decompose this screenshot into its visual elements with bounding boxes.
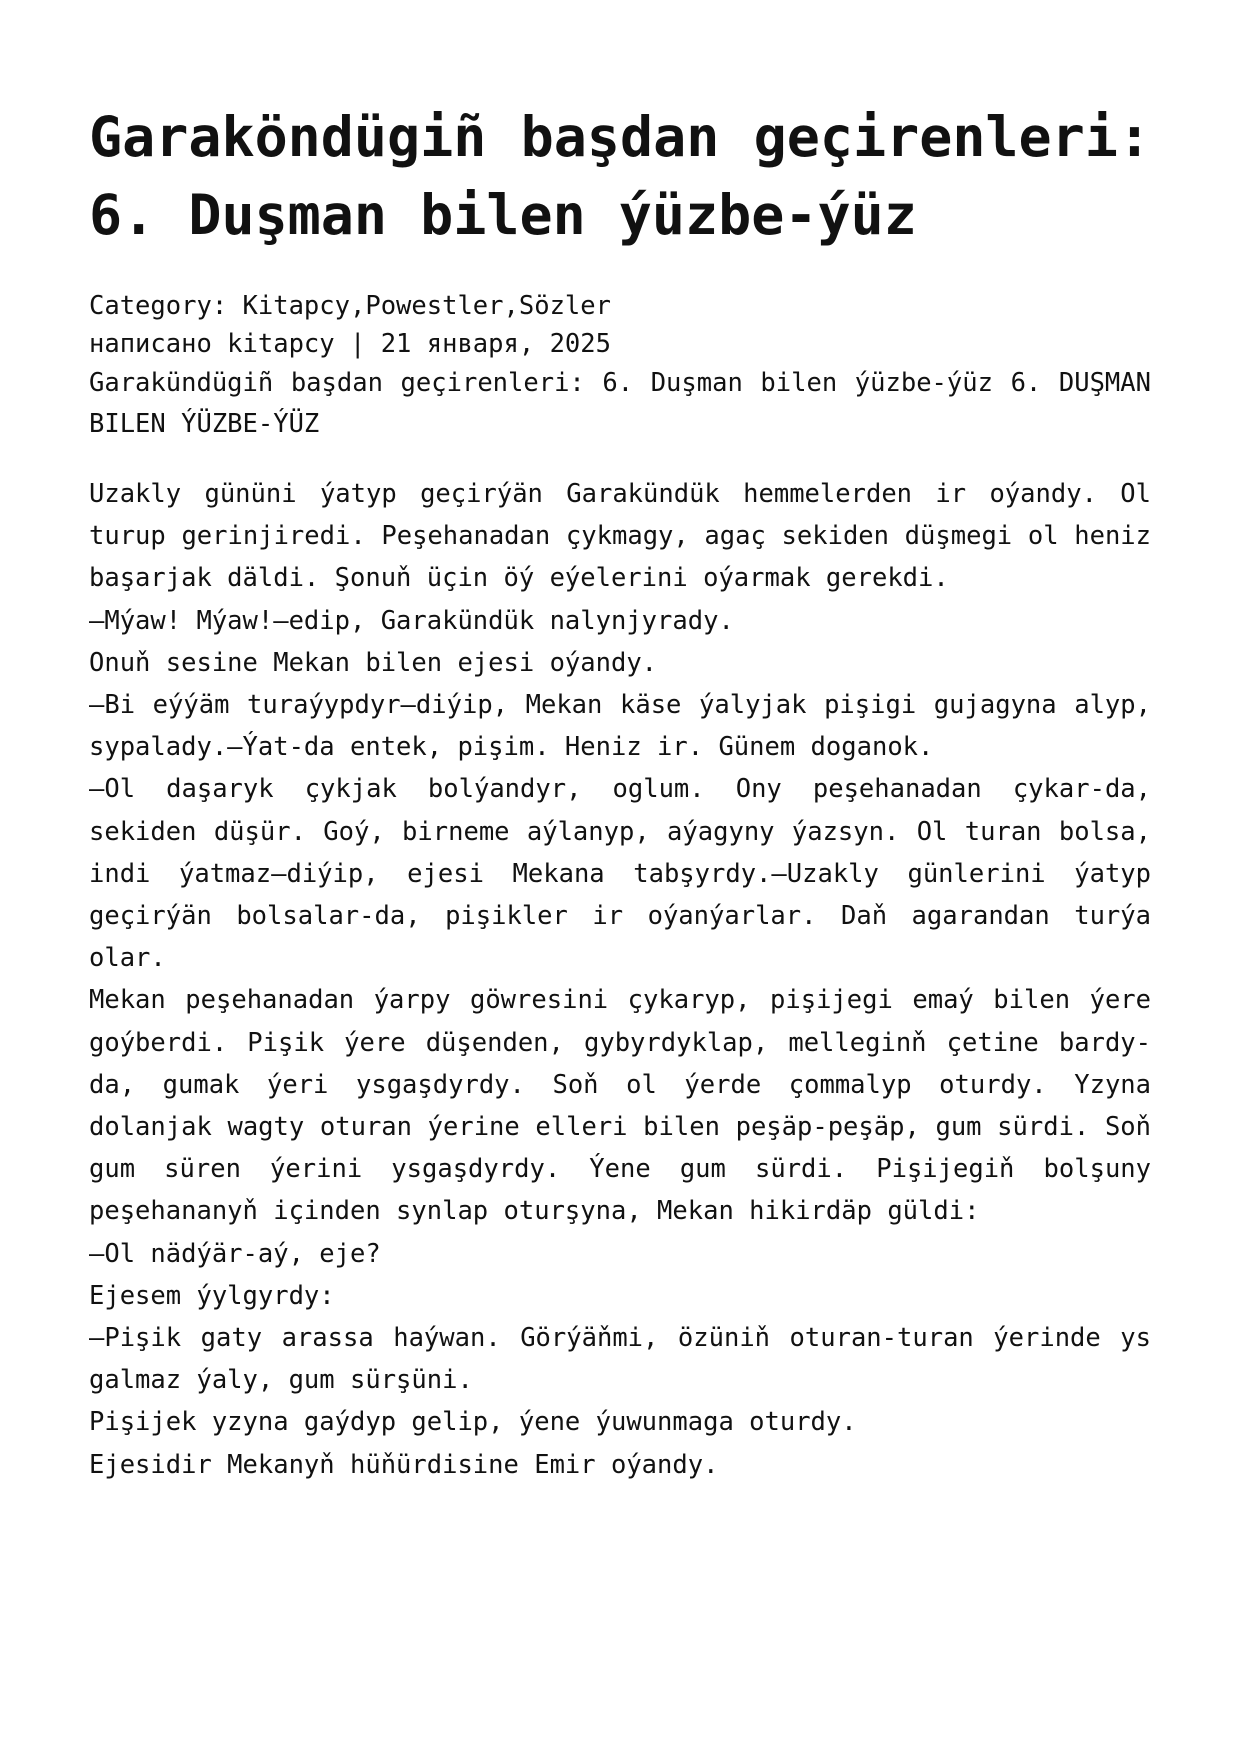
- paragraph: Onuň sesine Mekan bilen ejesi oýandy.: [89, 647, 658, 678]
- paragraph: Mekan peşehanadan ýarpy göwresini çykaryp, pişijegi emaý bilen ýere goýberdi. Pişik ýere düşenden, gybyrdyklap, melleginň çetine bardy-da, gumak ýeri ysgaşdyrdy. Soň ol ýerde çommalyp oturdy. Yzyna dolanjak wagty oturan ýerine elleri bilen peşäp-peşäp, gum sürdi. Soň gum süren ýerini ysgaşdyrdy. Ýene gum sürdi. Pişijegiň bolşuny peşehananyň içinden synlap oturşyna, Mekan hikirdäp güldi:: [89, 985, 1151, 1227]
- category-line: Category: Kitapcy,Powestler,Sözler: [89, 291, 611, 321]
- paragraph: —Mýaw! Mýaw!—edip, Garakündük nalynjyrady.: [89, 605, 734, 636]
- byline: написано kitapcy | 21 января, 2025: [89, 328, 611, 359]
- paragraph: Ejesem ýylgyrdy:: [89, 1280, 335, 1311]
- article-title: Garaköndügiñ başdan geçirenleri: 6. Duşman bilen ýüzbe-ýüz: [89, 105, 1151, 247]
- paragraph: —Ol nädýär-aý, eje?: [89, 1238, 381, 1269]
- article-body: [89, 473, 1151, 1486]
- paragraph: —Bi eýýäm turaýypdyr—diýip, Mekan käse ýalyjak pişigi gujagyna alyp, sypalady.—Ýat-da entek, pişim. Heniz ir. Günem doganok.: [89, 690, 1151, 763]
- intro-text: Garakündügiñ başdan geçirenleri: 6. Duşman bilen ýüzbe-ýüz 6. DUŞMAN BILEN ÝÜZBE-ÝÜZ: [89, 368, 1151, 439]
- article-meta: [89, 288, 1151, 445]
- paragraph: —Ol daşaryk çykjak bolýandyr, oglum. Ony peşehanadan çykar-da, sekiden düşür. Goý, birneme aýlanyp, aýagyny ýazsyn. Ol turan bolsa, indi ýatmaz—diýip, ejesi Mekana tabşyrdy.—Uzakly günlerini ýatyp geçirýän bolsalar-da, pişikler ir oýanýarlar. Daň agarandan turýa olar.: [89, 774, 1151, 974]
- paragraph: —Pişik gaty arassa haýwan. Görýäňmi, özüniň oturan-turan ýerinde ys galmaz ýaly, gum sürşüni.: [89, 1323, 1151, 1396]
- paragraph: Ejesidir Mekanyň hüňürdisine Emir oýandy.: [89, 1449, 719, 1480]
- paragraph: Uzakly gününi ýatyp geçirýän Garakündük hemmelerden ir oýandy. Ol turup gerinjiredi. Peşehanadan çykmagy, agaç sekiden düşmegi ol heniz başarjak däldi. Şonuň üçin öý eýelerini oýarmak gerekdi.: [89, 479, 1151, 594]
- paragraph: Pişijek yzyna gaýdyp gelip, ýene ýuwunmaga oturdy.: [89, 1407, 857, 1438]
- document-page: [89, 98, 1151, 1486]
